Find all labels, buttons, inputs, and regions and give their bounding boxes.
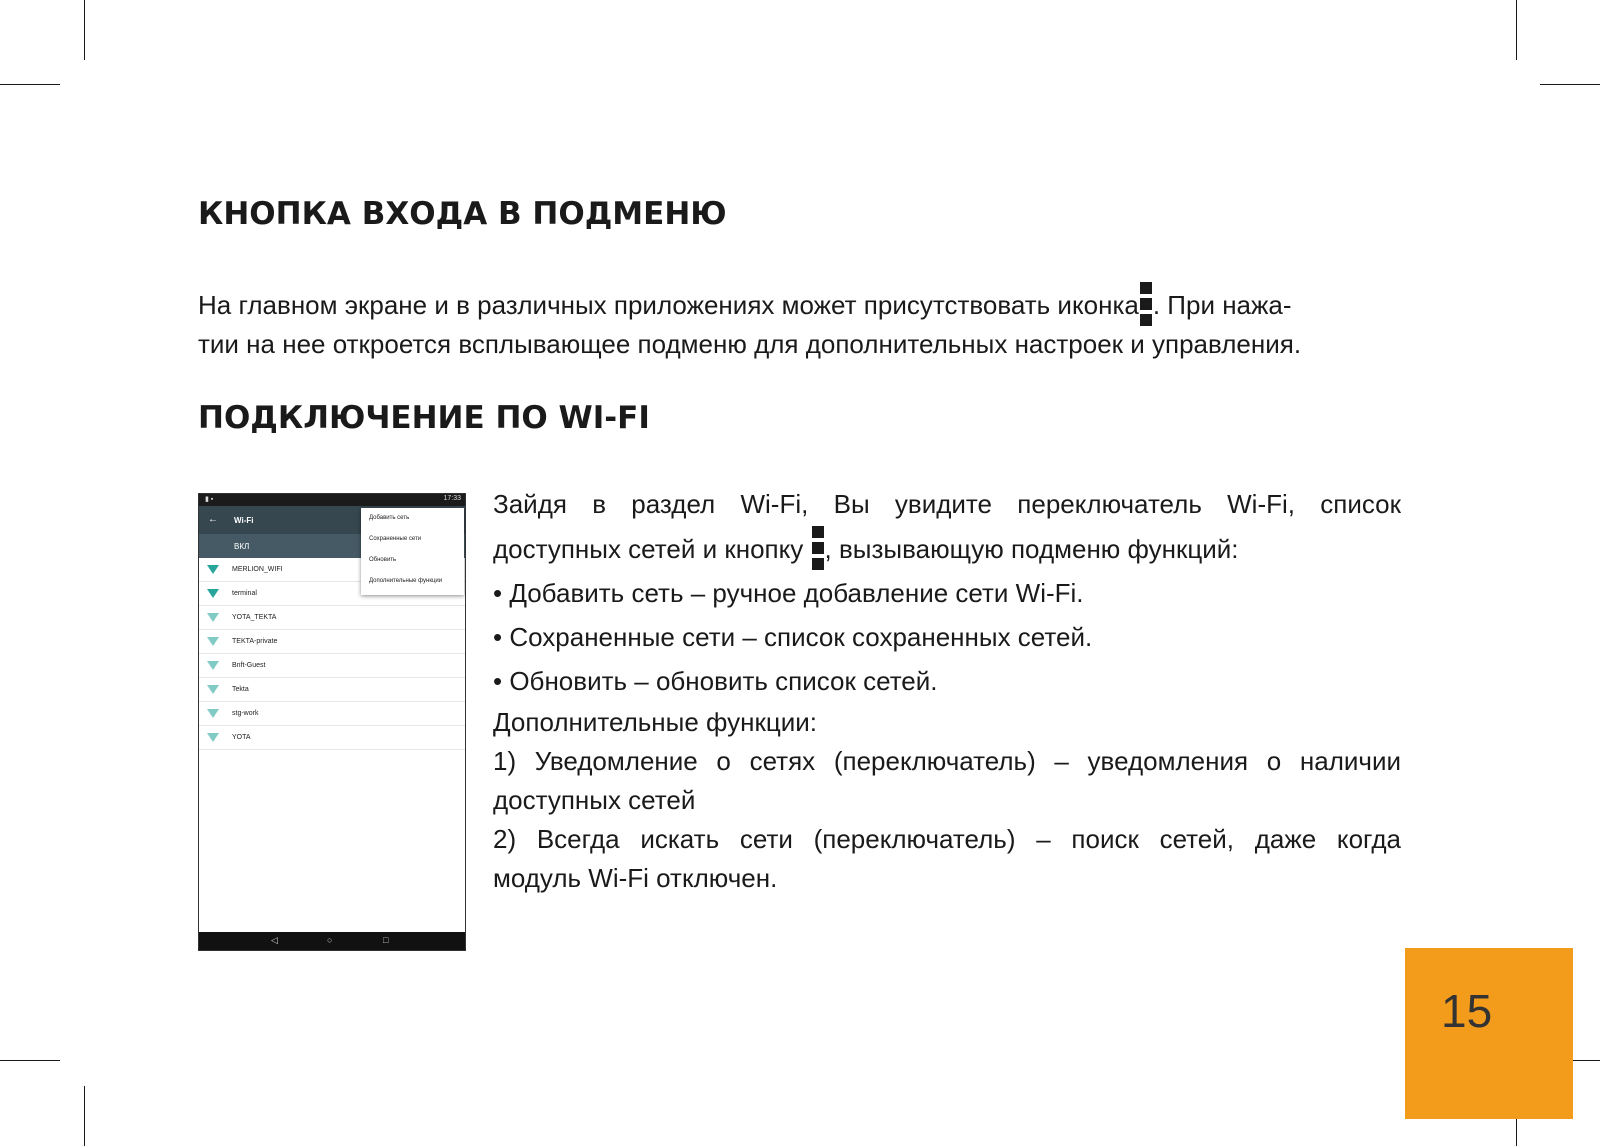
text: На главном экране и в различных приложениях может присутствовать иконка bbox=[198, 290, 1139, 320]
network-name: Tekta bbox=[232, 686, 249, 693]
overflow-menu bbox=[361, 508, 464, 595]
crop-mark bbox=[0, 84, 60, 85]
more-vert-icon bbox=[1140, 282, 1152, 326]
menu-item[interactable]: Сохраненные сети bbox=[369, 536, 422, 542]
network-name: YOTA bbox=[232, 734, 251, 741]
wifi-screenshot bbox=[198, 493, 466, 951]
section-heading-submenu: КНОПКА ВХОДА В ПОДМЕНЮ bbox=[198, 196, 727, 232]
more-vert-icon bbox=[812, 526, 824, 570]
wifi-signal-icon bbox=[207, 637, 219, 646]
wifi-signal-icon bbox=[207, 709, 219, 718]
menu-item[interactable]: Обновить bbox=[369, 557, 397, 563]
network-row[interactable] bbox=[199, 630, 465, 654]
text: 2) Всегда искать сети (переключатель) – поиск сетей, даже когда bbox=[493, 824, 1401, 854]
app-title: Wi-Fi bbox=[234, 516, 254, 525]
network-name: YOTA_TEKTA bbox=[232, 614, 277, 621]
text: , вызывающую подменю функций: bbox=[824, 534, 1239, 564]
text: тии на нее откроется всплывающее подменю для дополнительных настроек и управления. bbox=[198, 329, 1302, 359]
switch-label: ВКЛ bbox=[234, 542, 250, 551]
wifi-paragraph bbox=[493, 482, 1401, 898]
network-name: stg-work bbox=[232, 710, 259, 717]
wifi-signal-icon bbox=[207, 733, 219, 742]
section-heading-wifi: ПОДКЛЮЧЕНИЕ ПО WI-FI bbox=[198, 400, 650, 436]
network-name: MERLION_WIFI bbox=[232, 566, 283, 573]
submenu-paragraph bbox=[198, 282, 1398, 363]
network-name: Bnft-Guest bbox=[232, 662, 266, 669]
text: Зайдя в раздел Wi-Fi, Вы увидите переключатель Wi-Fi, список bbox=[493, 489, 1401, 519]
wifi-signal-icon bbox=[207, 613, 219, 622]
status-icons: ▮ ▪ bbox=[205, 496, 214, 503]
wifi-signal-icon bbox=[207, 589, 219, 598]
text: 1) Уведомление о сетях (переключатель) – уведомления о наличии bbox=[493, 746, 1401, 776]
text: доступных сетей и кнопку bbox=[493, 534, 804, 564]
crop-mark bbox=[84, 1086, 85, 1146]
extra-title: Дополнительные функции: bbox=[493, 707, 818, 737]
back-arrow-icon[interactable]: ← bbox=[208, 514, 218, 525]
network-name: TEKTA-private bbox=[232, 638, 278, 645]
network-row[interactable] bbox=[199, 702, 465, 726]
crop-mark bbox=[1540, 84, 1600, 85]
text: доступных сетей bbox=[493, 785, 696, 815]
recents-nav-icon[interactable]: □ bbox=[383, 935, 389, 945]
network-row[interactable] bbox=[199, 606, 465, 630]
bullet-item: • Добавить сеть – ручное добавление сети Wi-Fi. bbox=[493, 578, 1084, 608]
status-time: 17:33 bbox=[443, 495, 461, 502]
page-number: 15 bbox=[1441, 985, 1493, 1037]
bullet-item: • Сохраненные сети – список сохраненных сетей. bbox=[493, 622, 1093, 652]
text: модуль Wi-Fi отключен. bbox=[493, 863, 778, 893]
network-row[interactable] bbox=[199, 654, 465, 678]
wifi-signal-icon bbox=[207, 661, 219, 670]
network-name: terminal bbox=[232, 590, 257, 597]
status-bar bbox=[199, 494, 465, 506]
page-number-box bbox=[1405, 948, 1573, 1119]
menu-item[interactable]: Дополнительные функции bbox=[369, 578, 443, 584]
nav-bar bbox=[199, 932, 465, 950]
wifi-signal-icon bbox=[207, 565, 219, 574]
home-nav-icon[interactable]: ○ bbox=[327, 935, 333, 945]
bullet-item: • Обновить – обновить список сетей. bbox=[493, 666, 938, 696]
menu-item[interactable]: Добавить сеть bbox=[369, 515, 410, 521]
back-nav-icon[interactable]: ◁ bbox=[271, 935, 278, 945]
network-row[interactable] bbox=[199, 678, 465, 702]
network-row[interactable] bbox=[199, 726, 465, 750]
crop-mark bbox=[1516, 0, 1517, 60]
wifi-signal-icon bbox=[207, 685, 219, 694]
text: . При нажа- bbox=[1152, 290, 1292, 320]
crop-mark bbox=[0, 1060, 60, 1061]
crop-mark bbox=[84, 0, 85, 60]
